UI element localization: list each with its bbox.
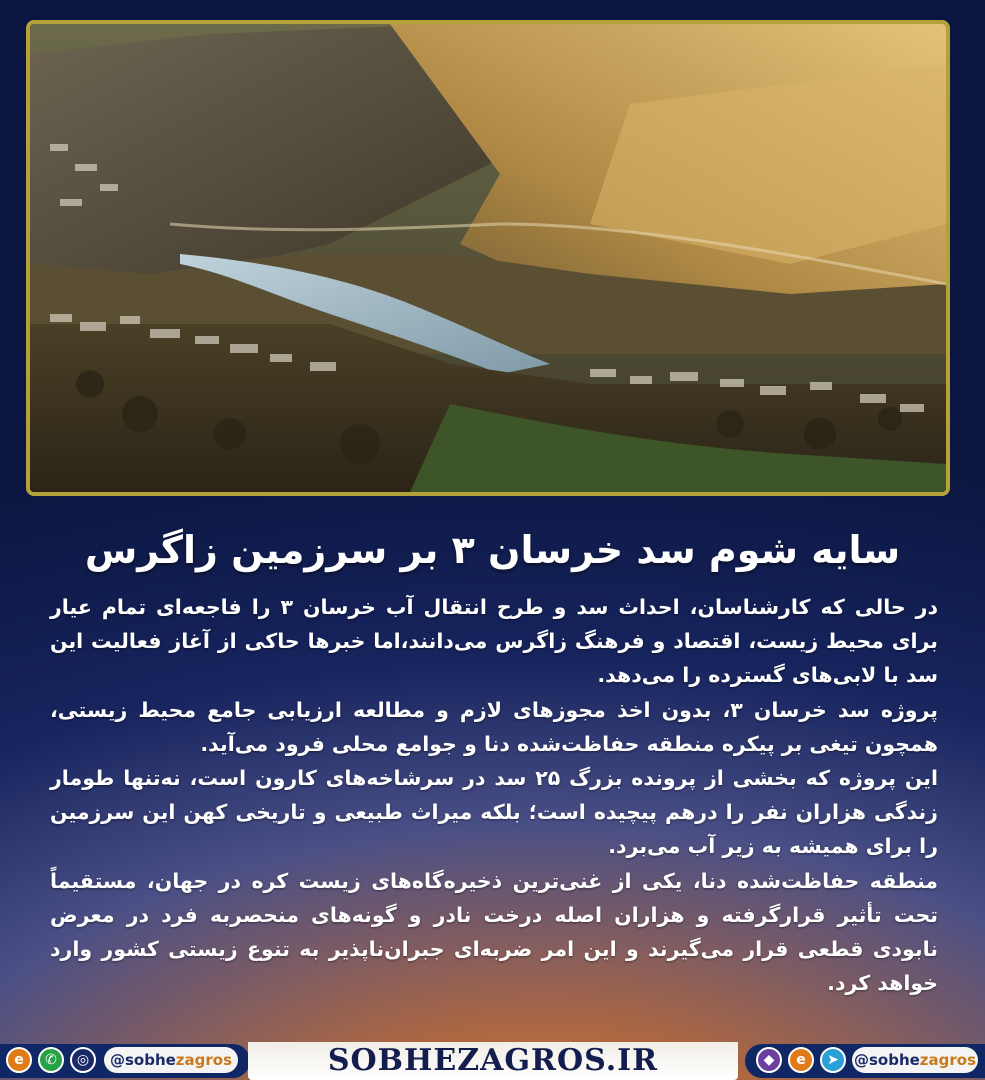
rubika-icon[interactable]: ◆ [756,1047,782,1073]
article-body [50,590,938,1000]
mountain-valley-illustration [30,24,946,492]
paragraph-1: در حالی که کارشناسان، احداث سد و طرح انتقال آب خرسان ۳ را فاجعه‌ای تمام عیار برای محیط زیست، اقتصاد و فرهنگ زاگرس می‌دانند،اما خبرها حاکی از آغاز فعالیت این سد با لابی‌های گسترده را می‌دهد. [50,595,939,688]
headline: سایه شوم سد خرسان ۳ بر سرزمین زاگرس [84,528,901,572]
eitaa-icon-right[interactable]: e [788,1047,814,1073]
footer-bar [0,1042,985,1080]
handle-right-prefix: @sobhe [853,1051,920,1069]
whatsapp-icon[interactable]: ✆ [38,1047,64,1073]
handle-left-suffix: zagros [175,1051,233,1069]
site-strip [248,1042,738,1080]
paragraph-4: منطقه حفاظت‌شده دنا، یکی از غنی‌ترین ذخیره‌گاه‌های زیست کره در جهان، مستقیماً تحت تأثیر قرارگرفته و هزاران اصله درخت نادر و گونه‌های منحصربه فرد در معرض نابودی قطعی قرار می‌گیرند و این امر ضربه‌ای جبران‌ناپذیر به تنوع زیستی کشور وارد خواهد کرد. [50,868,938,996]
paragraph-2: پروژه سد خرسان ۳، بدون اخذ مجوزهای لازم و مطالعه ارزیابی جامع محیط زیستی، همچون تیغی بر پیکره منطقه حفاظت‌شده دنا و جوامع محلی فرود می‌آید. [50,697,938,756]
paragraph-3: این پروژه که بخشی از پرونده بزرگ ۲۵ سد در سرشاخه‌های کارون است، نه‌تنها طومار زندگی هزاران نفر را درهم پیچیده است؛ بلکه میراث طبیعی و تاریخی کهن این سرزمین را برای همیشه به زیر آب می‌برد. [50,766,939,859]
handle-right[interactable] [852,1047,978,1073]
handle-right-suffix: zagros [919,1051,977,1069]
telegram-icon[interactable]: ➤ [820,1047,846,1073]
instagram-icon[interactable]: ◎ [70,1047,96,1073]
handle-left-prefix: @sobhe [109,1051,176,1069]
eitaa-icon[interactable]: e [6,1047,32,1073]
site-name[interactable]: SOBHEZAGROS.IR [327,1043,659,1078]
handle-left[interactable] [104,1047,238,1073]
hero-photo [26,20,950,496]
